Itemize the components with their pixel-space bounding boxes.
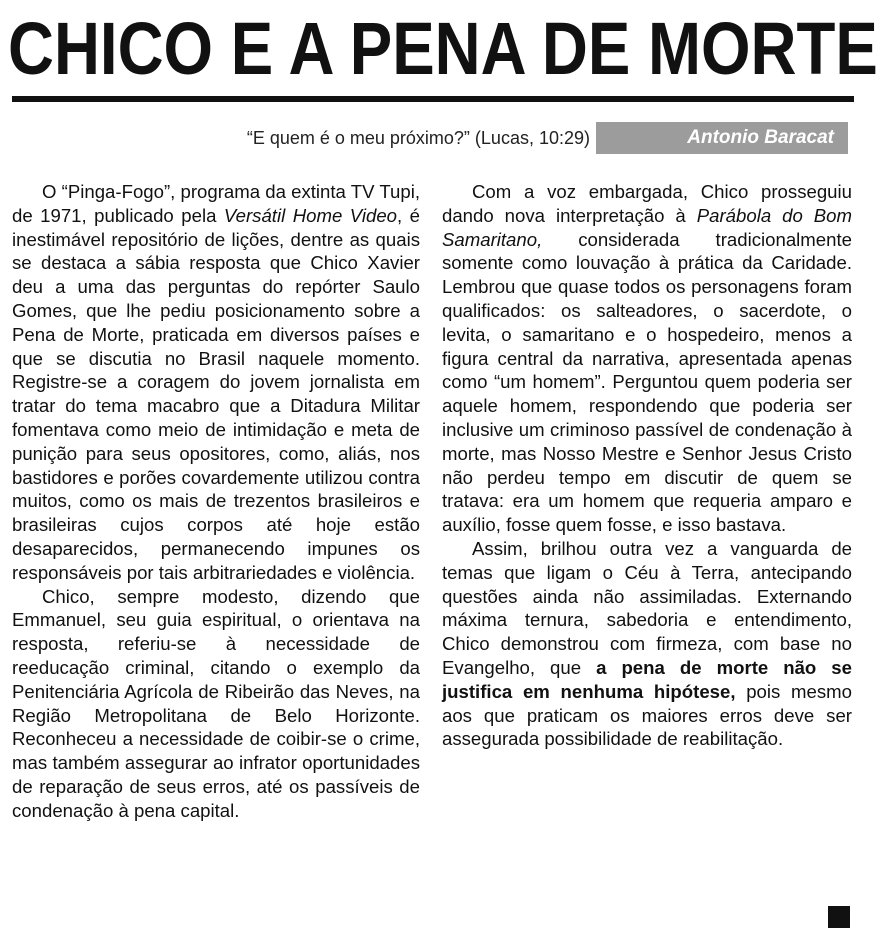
paragraph-4-bold: a pena de morte não se justifica em nenhuma hipótese, [442, 656, 852, 702]
paragraph-1 [12, 180, 420, 585]
right-column [442, 180, 852, 751]
left-column [12, 180, 420, 823]
paragraph-4 [442, 537, 852, 751]
paragraph-4-text-a: Assim, brilhou outra vez a vanguarda de temas que ligam o Céu à Terra, antecipando questões ainda não assimiladas. Externando máxima ternura, sabedoria e entendimento, Chico demonstrou com firmeza, com base no Evangelho, que [442, 537, 852, 678]
paragraph-1-italic: Versátil Home Video [223, 204, 397, 226]
paragraph-4-text-b: pois mesmo aos que praticam os maiores erros deve ser assegurada possibilidade de reabilitação. [442, 680, 852, 750]
article-title: CHICO E A PENA DE MORTE [8, 7, 878, 90]
paragraph-3-italic: Parábola do Bom Samaritano, [442, 204, 852, 250]
end-of-article-mark [828, 906, 850, 928]
paragraph-1-text-a: O “Pinga-Fogo”, programa da extinta TV Tupi, de 1971, publicado pela [12, 181, 420, 226]
author-byline: Antonio Baracat [596, 122, 848, 154]
title-rule [12, 96, 854, 102]
paragraph-3-text-a: Com a voz embargada, Chico prosseguiu dando nova interpretação à [442, 181, 852, 226]
paragraph-3 [442, 180, 852, 537]
epigraph: “E quem é o meu próximo?” (Lucas, 10:29) [246, 128, 590, 148]
paragraph-3-text-b: considerada tradicionalmente somente como louvação à prática da Caridade. Lembrou que quase todos os personagens foram qualificados: os salteadores, o sacerdote, o levita, o samaritano e o hospedeiro, menos a figura central da narrativa, apresentada apenas como “um homem”. Perguntou quem poderia ser aquele homem, respondendo que poderia ser inclusive um criminoso passível de condenação à morte, mas Nosso Mestre e Senhor Jesus Cristo não perdeu tempo em discutir de quem se tratava: era um homem que requeria amparo e auxílio, fosse quem fosse, e isso bastava. [442, 228, 852, 536]
paragraph-2: Chico, sempre modesto, dizendo que Emmanuel, seu guia espiritual, o orientava na resposta, referiu-se à necessidade de reeducação criminal, citando o exemplo da Penitenciária Agrícola de Ribeirão das Neves, na Região Metropolitana de Belo Horizonte. Reconheceu a necessidade de coibir-se o crime, mas também assegurar ao infrator oportunidades de reparação de seus erros, até os passíveis de condenação à pena capital. [12, 585, 420, 821]
paragraph-1-text-b: , é inestimável repositório de lições, dentre as quais se destaca a sábia resposta que Chico Xavier deu a uma das perguntas do repórter Saulo Gomes, que lhe pediu posicionamento sobre a Pena de Morte, praticada em diversos países e que se discutia no Brasil naquele momento. Registre-se a coragem do jovem jornalista em tratar do tema macabro que a Ditadura Militar fomentava como meio de intimidação e meta de punição para seus opositores, como, aliás, nos bastidores e porões covardemente utilizou contra muitos, como os mais de trezentos brasileiros e brasileiras cujos corpos até hoje estão desaparecidos, permanecendo impunes os responsáveis por tais arbitrariedades e violência. [12, 204, 420, 583]
